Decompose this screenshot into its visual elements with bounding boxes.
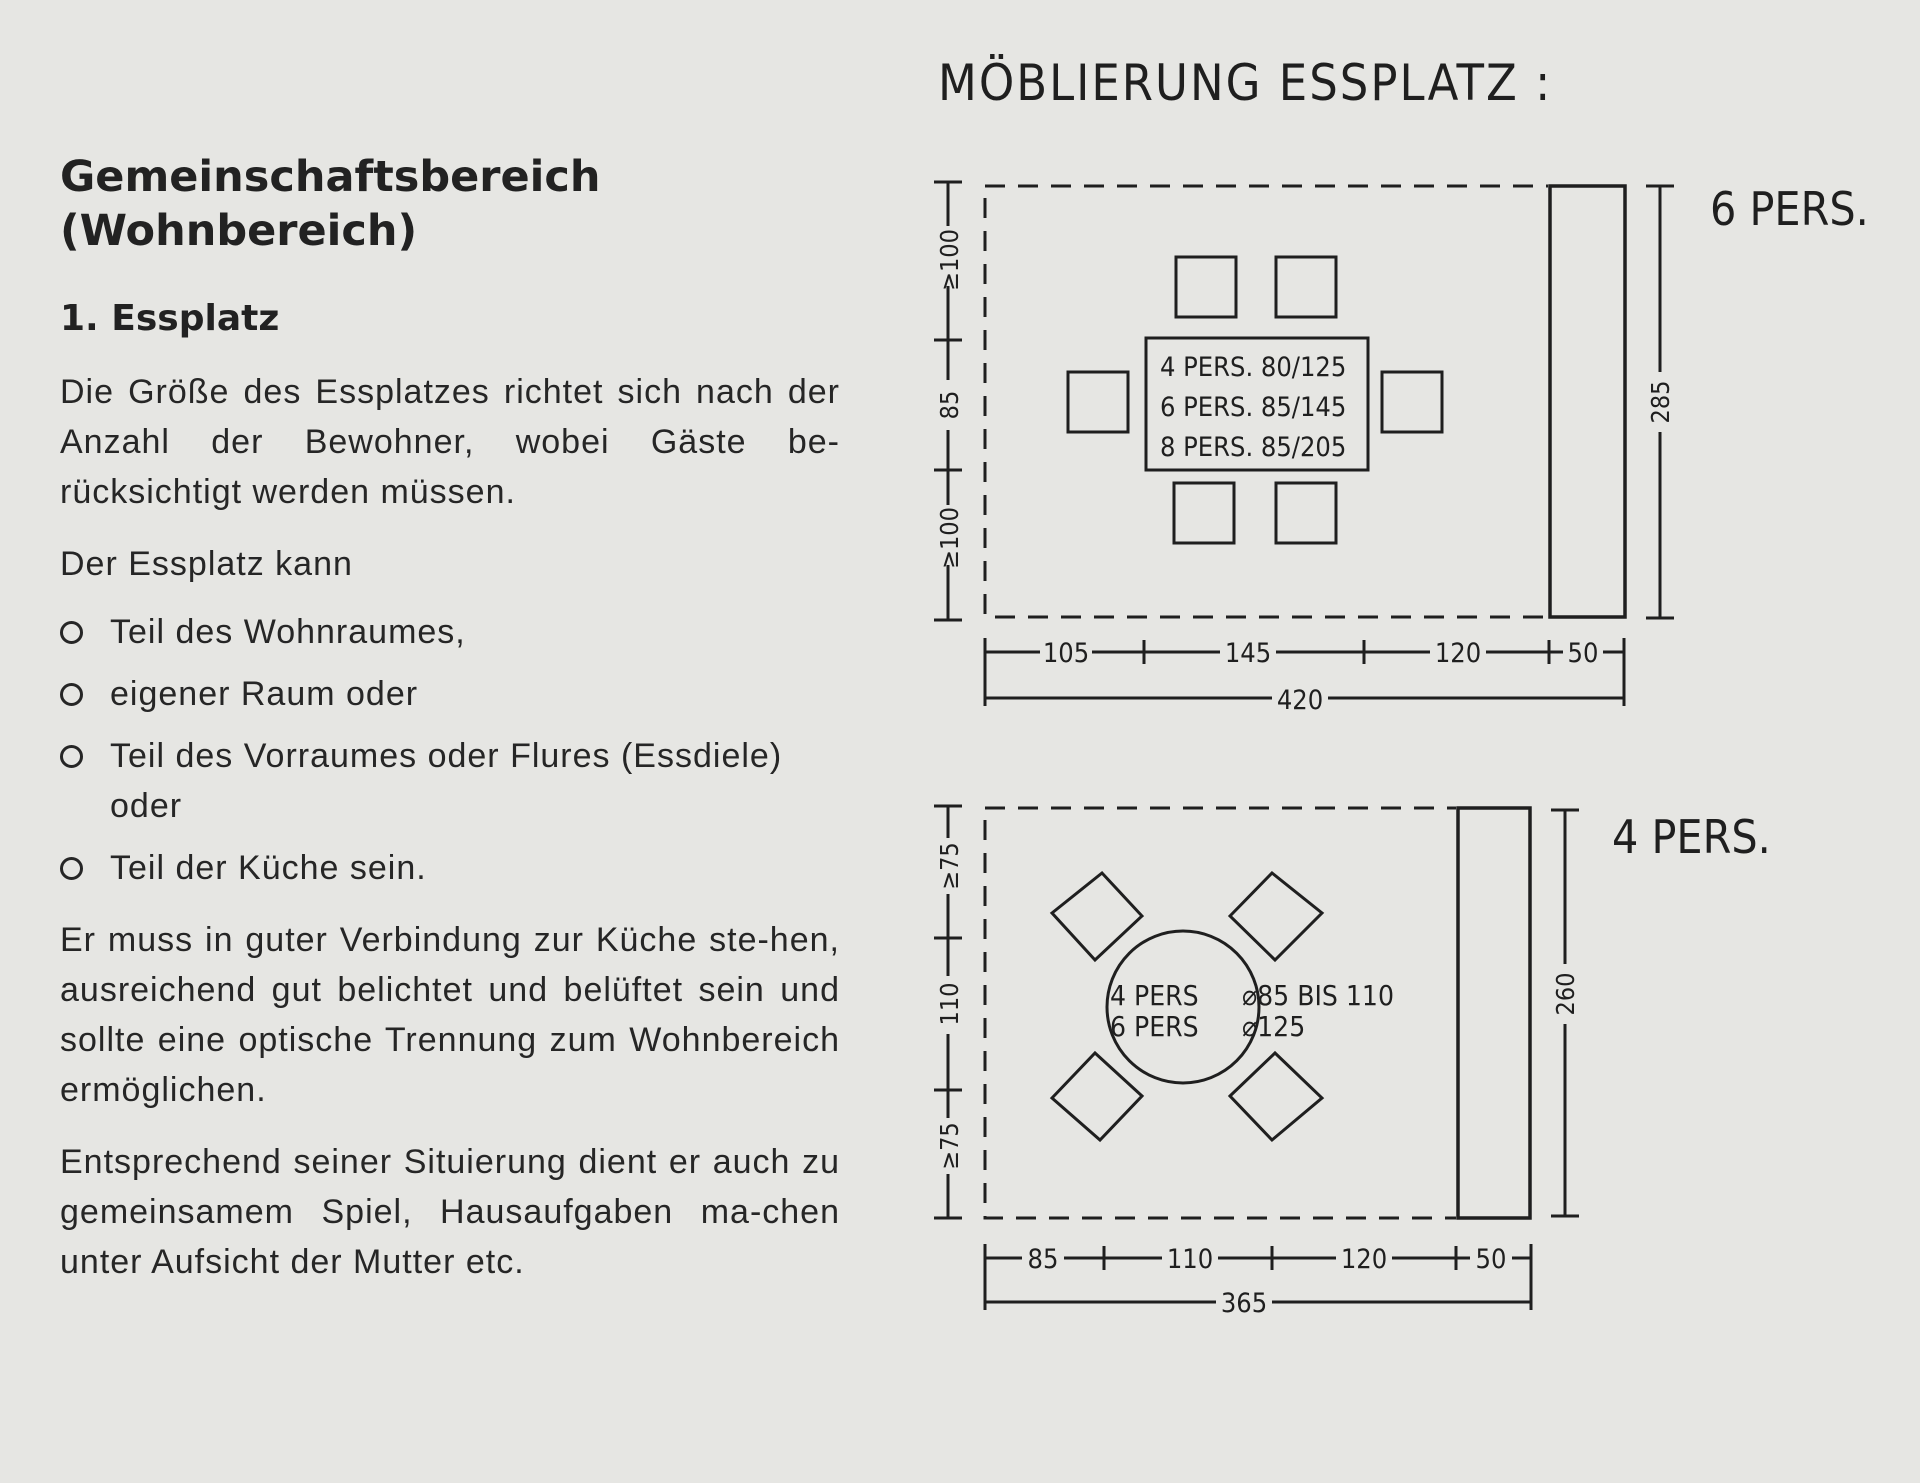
dim-label: 85 bbox=[1027, 1244, 1059, 1275]
table-size-line: 6 PERS. 85/145 bbox=[1160, 392, 1347, 423]
dim-label: ≥75 bbox=[935, 842, 964, 890]
cabinet-4 bbox=[1458, 808, 1530, 1218]
list-item: Teil des Wohnraumes, bbox=[60, 607, 840, 657]
list-item: eigener Raum oder bbox=[60, 669, 840, 719]
chair bbox=[1174, 483, 1234, 543]
table-diameter: ⌀85 BIS 110 bbox=[1242, 979, 1394, 1012]
heading-line-2: (Wohnbereich) bbox=[60, 206, 418, 256]
dim-total-label: 420 bbox=[1276, 685, 1324, 716]
table-size-line: 8 PERS. 85/205 bbox=[1160, 432, 1347, 463]
plan-4-label: 4 PERS. bbox=[1612, 810, 1771, 864]
chair bbox=[1230, 1053, 1322, 1140]
dim-label: 50 bbox=[1567, 638, 1599, 669]
paragraph-intro-list: Der Essplatz kann bbox=[60, 545, 353, 583]
dim-total-label: 365 bbox=[1220, 1288, 1268, 1319]
heading-line-1: Gemeinschaftsbereich bbox=[60, 152, 601, 202]
dim-label: 50 bbox=[1475, 1244, 1507, 1275]
dim-label: 105 bbox=[1042, 638, 1090, 669]
subheading-essplatz: 1. Essplatz bbox=[60, 298, 280, 339]
dim-label: 120 bbox=[1434, 638, 1482, 669]
plan-4-persons bbox=[934, 806, 1771, 1319]
plan-6-label: 6 PERS. bbox=[1710, 182, 1869, 236]
dim-label: 260 bbox=[1551, 972, 1580, 1016]
table-size-line: 6 PERS bbox=[1110, 1010, 1199, 1043]
table-diameter: ⌀125 bbox=[1242, 1010, 1306, 1043]
chair bbox=[1176, 257, 1236, 317]
chair bbox=[1276, 483, 1336, 543]
dim-label: ≥100 bbox=[935, 229, 964, 291]
chair bbox=[1382, 372, 1442, 432]
chair bbox=[1052, 1053, 1142, 1140]
diagram-title: MÖBLIERUNG ESSPLATZ : bbox=[938, 54, 1553, 112]
paragraph-connection: Er muss in guter Verbindung zur Küche ste-hen, ausreichend gut belichtet und belüftet sein und sollte eine optische Trennung zum Wohnbereich ermöglichen. bbox=[60, 921, 840, 1109]
plan-6-persons bbox=[934, 182, 1869, 716]
chair bbox=[1276, 257, 1336, 317]
list-item: Teil der Küche sein. bbox=[60, 843, 840, 893]
cabinet-6 bbox=[1550, 186, 1625, 617]
dim-label: 110 bbox=[935, 982, 964, 1026]
paragraph-size: Die Größe des Essplatzes richtet sich nach der Anzahl der Bewohner, wobei Gäste be-rücksichtigt werden müssen. bbox=[60, 373, 840, 511]
table-size-line: 4 PERS bbox=[1110, 979, 1199, 1012]
room-outline-4 bbox=[985, 820, 1456, 1218]
dim-label: 145 bbox=[1224, 638, 1272, 669]
dim-label: 110 bbox=[1166, 1244, 1214, 1275]
chair bbox=[1052, 873, 1142, 960]
dim-label: 85 bbox=[935, 390, 964, 420]
dim-label: 120 bbox=[1340, 1244, 1388, 1275]
chair bbox=[1068, 372, 1128, 432]
paragraph-usage: Entsprechend seiner Situierung dient er auch zu gemeinsamem Spiel, Hausaufgaben ma-chen unter Aufsicht der Mutter etc. bbox=[60, 1143, 840, 1281]
table-size-line: 4 PERS. 80/125 bbox=[1160, 352, 1347, 383]
chair bbox=[1230, 873, 1322, 960]
dim-label: ≥100 bbox=[935, 507, 964, 569]
list-item: Teil des Vorraumes oder Flures (Essdiele) oder bbox=[60, 731, 840, 831]
dim-label: ≥75 bbox=[935, 1122, 964, 1170]
dim-label: 285 bbox=[1646, 380, 1675, 424]
